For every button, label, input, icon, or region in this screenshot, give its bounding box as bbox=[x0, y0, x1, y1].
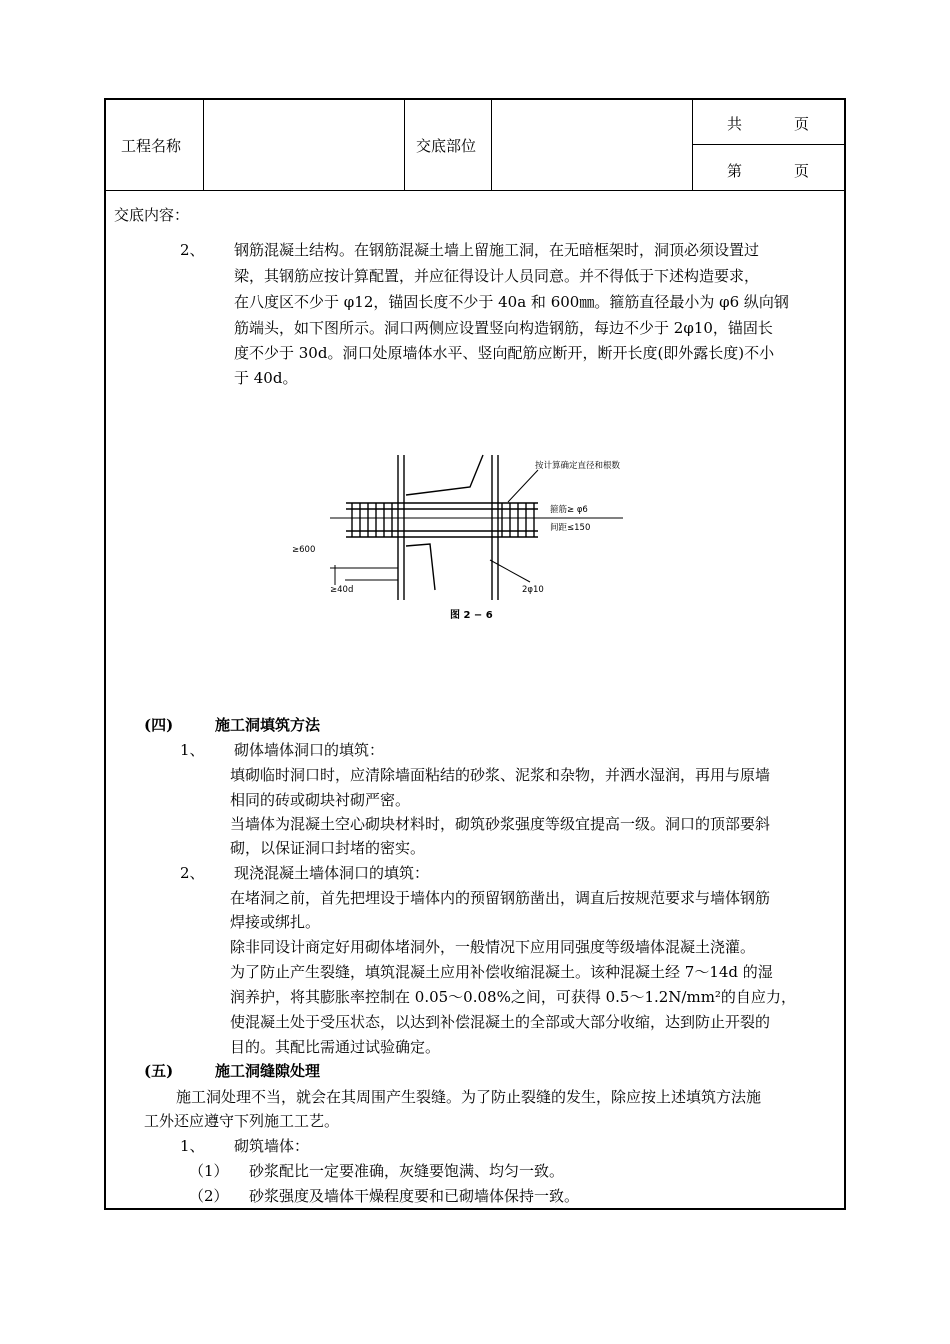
col-divider-4 bbox=[692, 98, 693, 191]
section5-sub2-text: 砂浆强度及墙体干燥程度要和已砌墙体保持一致。 bbox=[249, 1187, 580, 1205]
section5-sub2-number: （2） bbox=[189, 1187, 229, 1205]
section5-item1-title: 砌筑墙体： bbox=[234, 1137, 310, 1155]
section4-title: 施工洞填筑方法 bbox=[215, 716, 321, 734]
section4-item2-line-1: 在堵洞之前，首先把埋设于墙体内的预留钢筋凿出，调直后按规范要求与墙体钢筋 bbox=[230, 889, 771, 907]
section4-item1-line-1: 填砌临时洞口时，应清除墙面粘结的砂浆、泥浆和杂物，并洒水湿润，再用与原墙 bbox=[230, 766, 771, 784]
label-rebar: 按计算确定直径和根数 bbox=[535, 461, 621, 471]
section4-item2-line-4: 为了防止产生裂缝，填筑混凝土应用补偿收缩混凝土。该种混凝土经 7～14d 的湿 bbox=[230, 963, 773, 981]
section4-item1-line-2: 相同的砖或砌块衬砌严密。 bbox=[230, 791, 411, 809]
page-number-suffix: 页 bbox=[794, 162, 810, 180]
section4-item2-line-2: 焊接或绑扎。 bbox=[230, 913, 321, 931]
section5-sub1-text: 砂浆配比一定要准确，灰缝要饱满、均匀一致。 bbox=[249, 1162, 565, 1180]
total-pages-suffix: 页 bbox=[794, 115, 810, 133]
content-heading: 交底内容： bbox=[114, 206, 190, 224]
label-600: ≥600 bbox=[292, 545, 316, 555]
section5-intro-line-1: 施工洞处理不当，就会在其周围产生裂缝。为了防止裂缝的发生，除应按上述填筑方法施 bbox=[176, 1088, 762, 1106]
rebar-diagram bbox=[290, 440, 650, 630]
item2-line-1: 钢筋混凝土结构。在钢筋混凝土墙上留施工洞，在无暗框架时，洞顶必须设置过 bbox=[234, 241, 760, 259]
col-divider-2 bbox=[404, 98, 405, 191]
figure-caption: 图 2 − 6 bbox=[450, 610, 493, 621]
label-40d: ≥40d bbox=[330, 585, 354, 595]
section4-item1-line-4: 砌，以保证洞口封堵的密实。 bbox=[230, 839, 426, 857]
item2-number: 2、 bbox=[180, 241, 205, 259]
section4-item2-line-3: 除非同设计商定好用砌体堵洞外，一般情况下应用同强度等级墙体混凝土浇灌。 bbox=[230, 938, 756, 956]
item2-line-2: 梁，其钢筋应按计算配置，并应征得设计人员同意。并不得低于下述构造要求， bbox=[234, 267, 760, 285]
item2-line-4: 筋端头，如下图所示。洞口两侧应设置竖向构造钢筋，每边不少于 2φ10，锚固长 bbox=[234, 319, 773, 337]
section5-title: 施工洞缝隙处理 bbox=[215, 1062, 321, 1080]
section4-item2-line-7: 目的。其配比需通过试验确定。 bbox=[230, 1038, 441, 1056]
section4-item1-number: 1、 bbox=[180, 741, 205, 759]
page-number-label bbox=[727, 160, 810, 181]
label-stirrup: 箍筋≥ φ6 bbox=[550, 505, 588, 515]
header-divider bbox=[104, 190, 846, 191]
col-divider-3 bbox=[491, 98, 492, 191]
total-pages-label bbox=[727, 113, 810, 134]
page-cell-divider bbox=[692, 144, 846, 145]
section5-number: (五) bbox=[144, 1062, 174, 1080]
section4-item2-number: 2、 bbox=[180, 864, 205, 882]
section5-item1-number: 1、 bbox=[180, 1137, 205, 1155]
label-2phi10: 2φ10 bbox=[522, 585, 544, 595]
total-pages-prefix: 共 bbox=[727, 115, 743, 133]
location-label: 交底部位 bbox=[416, 137, 477, 155]
section5-sub1-number: （1） bbox=[189, 1162, 229, 1180]
section4-item2-line-5: 润养护，将其膨胀率控制在 0.05～0.08%之间，可获得 0.5～1.2N/mm²的自应力， bbox=[230, 988, 796, 1006]
label-spacing: 间距≤150 bbox=[550, 523, 591, 533]
section4-item1-title: 砌体墙体洞口的填筑： bbox=[234, 741, 385, 759]
section5-intro-line-2: 工外还应遵守下列施工工艺。 bbox=[144, 1112, 340, 1130]
section4-item2-title: 现浇混凝土墙体洞口的填筑： bbox=[234, 864, 430, 882]
project-name-label: 工程名称 bbox=[121, 137, 182, 155]
page-number-prefix: 第 bbox=[727, 162, 743, 180]
section4-item2-line-6: 使混凝土处于受压状态，以达到补偿混凝土的全部或大部分收缩，达到防止开裂的 bbox=[230, 1013, 771, 1031]
section4-item1-line-3: 当墙体为混凝土空心砌块材料时，砌筑砂浆强度等级宜提高一级。洞口的顶部要斜 bbox=[230, 815, 771, 833]
section4-number: (四) bbox=[144, 716, 174, 734]
item2-line-5: 度不少于 30d。洞口处原墙体水平、竖向配筋应断开，断开长度(即外露长度)不小 bbox=[234, 344, 775, 362]
item2-line-3: 在八度区不少于 φ12，锚固长度不少于 40a 和 600㎜。箍筋直径最小为 φ6 纵向钢 bbox=[234, 293, 789, 311]
col-divider-1 bbox=[203, 98, 204, 191]
item2-line-6: 于 40d。 bbox=[234, 369, 298, 387]
